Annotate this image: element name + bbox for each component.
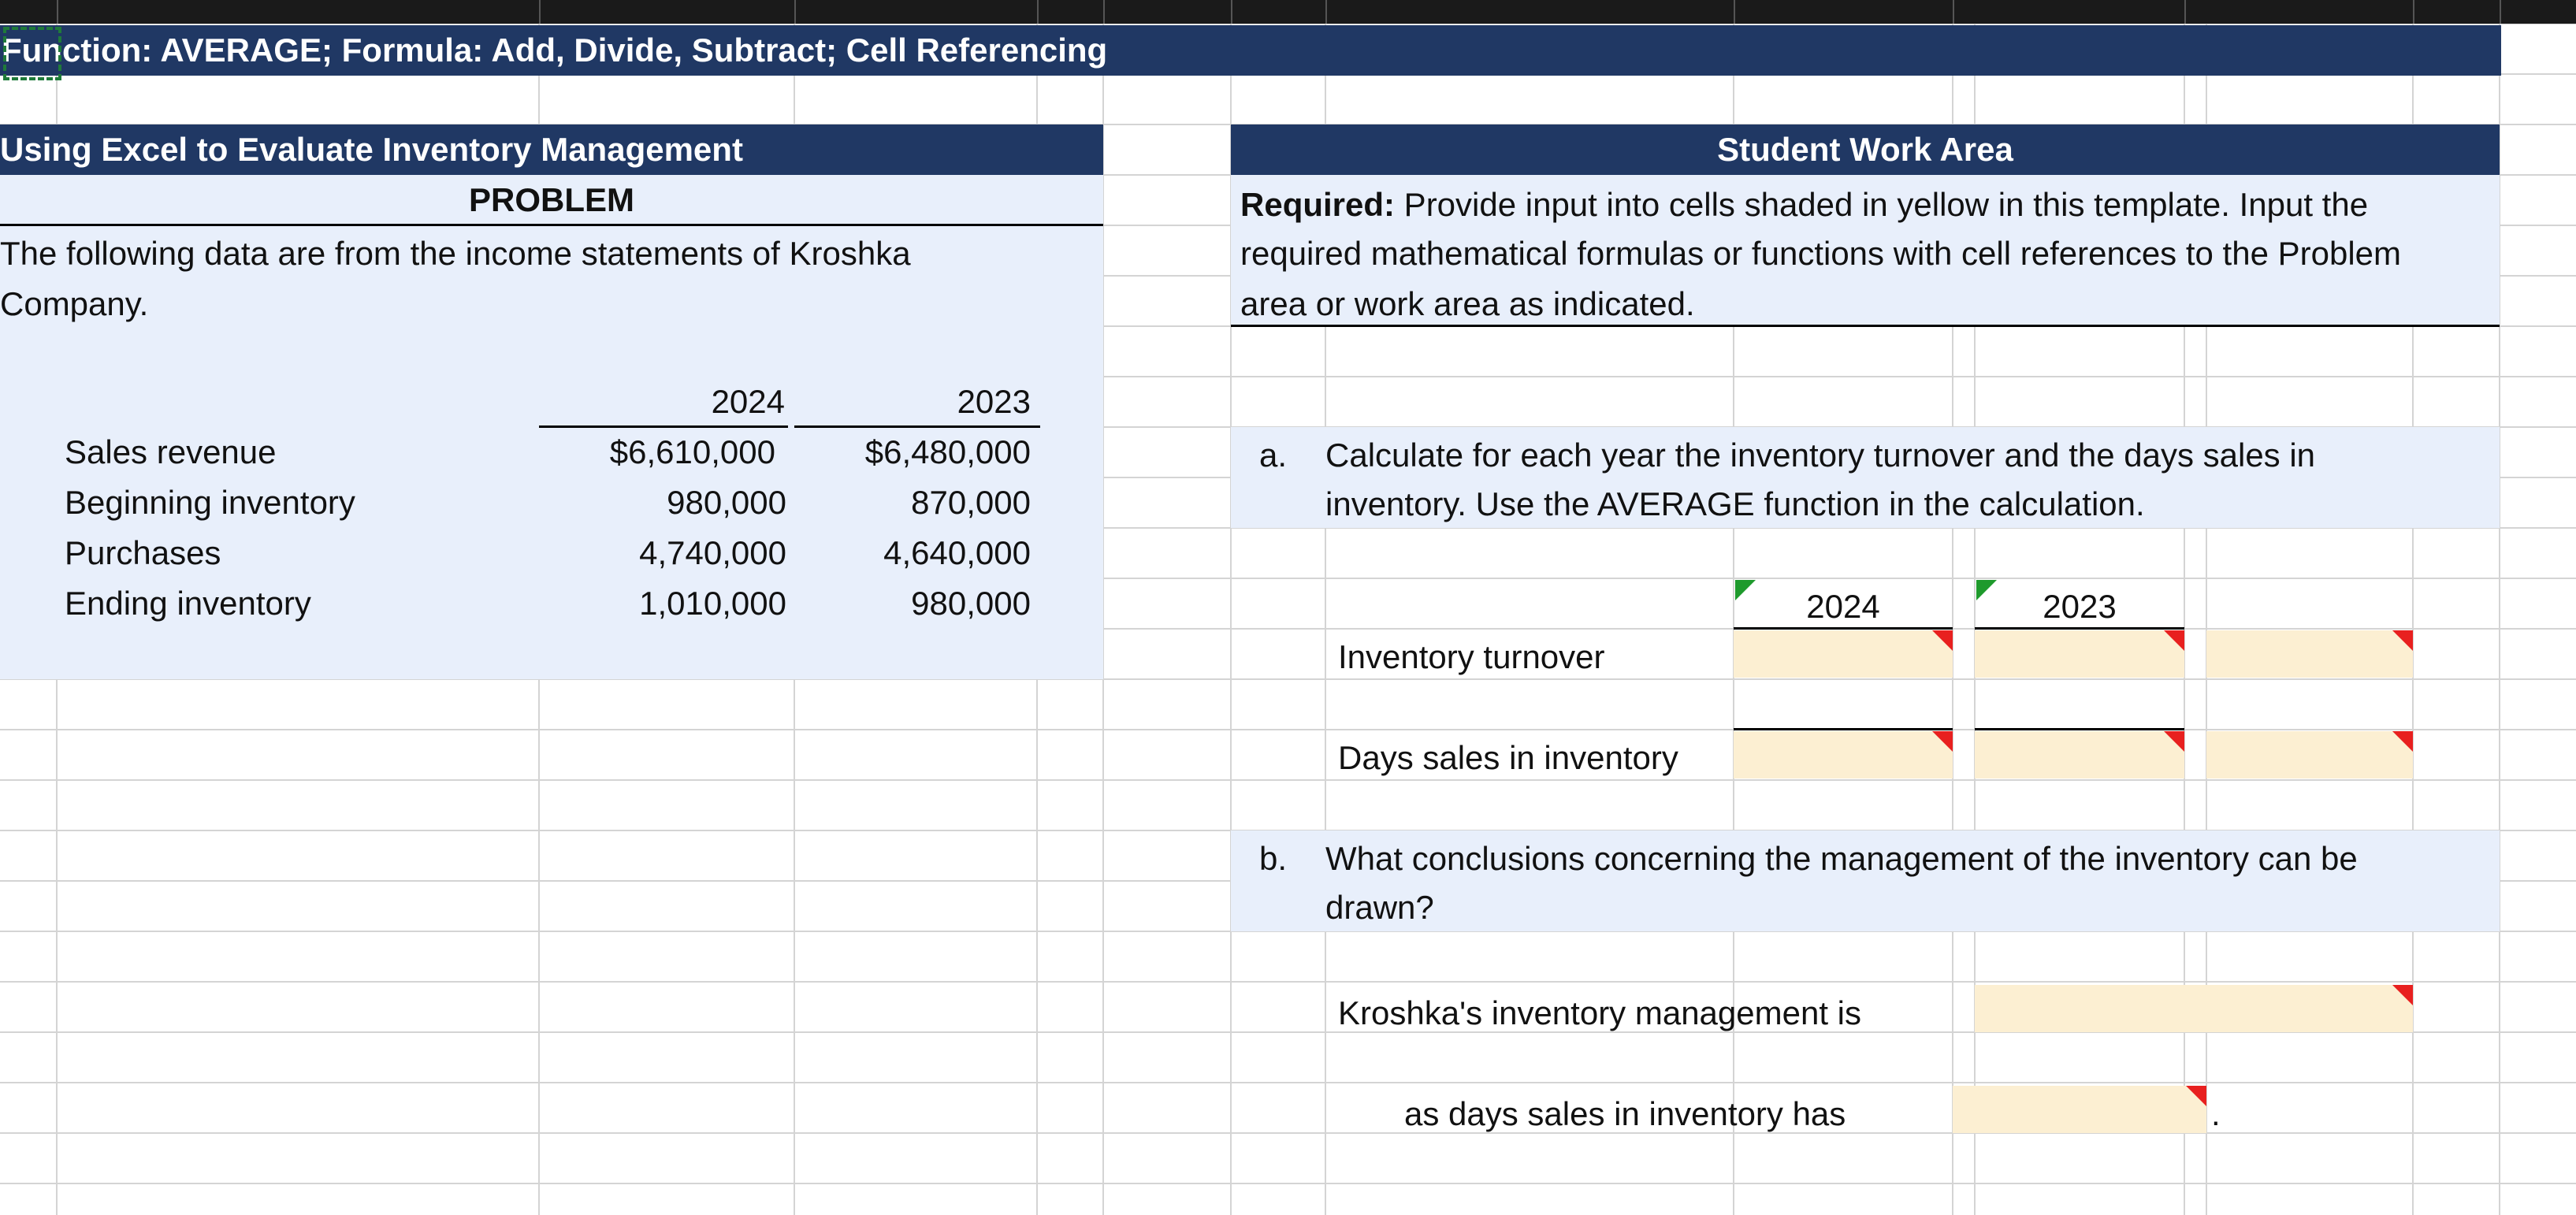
comment-indicator[interactable] [2164,630,2184,651]
sentence-period: . [2211,1095,2221,1132]
row-value-2024: 980,000 [667,484,786,521]
part-b-line1: What conclusions concerning the management of the inventory can be [1325,840,2358,877]
error-indicator[interactable] [1735,580,1756,600]
turnover-extra-input[interactable] [2206,630,2413,678]
days-has-label: as days sales in inventory has [1404,1095,1846,1132]
selected-cell-indicator [3,27,61,80]
days-2024-input[interactable] [1734,731,1953,778]
work-year-2024: 2024 [1806,588,1880,625]
part-b-line2: drawn? [1325,889,1434,926]
required-rule [1231,325,2500,327]
problem-header: Using Excel to Evaluate Inventory Management [0,131,743,168]
column-header-strip[interactable] [0,0,2576,24]
problem-subheader: PROBLEM [469,181,634,218]
required-line2: required mathematical formulas or functions with cell references to the Problem [1240,235,2401,272]
work-year-underline-2023 [1975,627,2184,630]
row-label: Ending inventory [65,585,311,622]
problem-year-2024: 2024 [711,383,785,420]
row-value-2024: $6,610,000 [609,433,775,470]
days-label: Days sales in inventory [1338,739,1678,776]
work-header-band [1231,124,2500,175]
row-value-2023: 870,000 [911,484,1031,521]
row-value-2023: 4,640,000 [883,534,1031,571]
conclusion-input[interactable] [1975,985,2413,1032]
problem-subheader-rule [0,224,1103,226]
row-label: Beginning inventory [65,484,355,521]
comment-indicator[interactable] [2392,985,2413,1005]
days-extra-input[interactable] [2206,731,2413,778]
row-label: Sales revenue [65,433,277,470]
comment-indicator[interactable] [2186,1086,2206,1106]
required-bold: Required: [1240,186,1396,223]
problem-intro-line2: Company. [0,285,149,322]
required-text: Provide input into cells shaded in yellow in this template. Input the [1395,186,2369,223]
work-header: Student Work Area [1717,131,2013,168]
comment-indicator[interactable] [1932,630,1953,651]
part-a-line2: inventory. Use the AVERAGE function in the calculation. [1325,485,2145,522]
days-rule-2023 [1975,728,2184,730]
row-value-2023: $6,480,000 [864,433,1031,470]
row-value-2024: 4,740,000 [639,534,786,571]
title-band[interactable] [0,25,2501,76]
comment-indicator[interactable] [2392,630,2413,651]
work-year-2023: 2023 [2043,588,2117,625]
turnover-label: Inventory turnover [1338,638,1605,675]
problem-header-band [0,124,1103,175]
row-value-2024: 1,010,000 [639,585,786,622]
part-a-marker: a. [1259,437,1288,474]
conclusion-label: Kroshka's inventory management is [1338,994,1862,1031]
comment-indicator[interactable] [2392,731,2413,752]
days-2023-input[interactable] [1975,731,2184,778]
part-a-line1: Calculate for each year the inventory turnover and the days sales in [1325,437,2316,474]
title-text: Function: AVERAGE; Formula: Add, Divide, Subtract; Cell Referencing [2,32,1108,69]
turnover-2024-input[interactable] [1734,630,1953,678]
row-label: Purchases [65,534,221,571]
days-has-input[interactable] [1953,1086,2206,1133]
problem-intro-line1: The following data are from the income statements of Kroshka [0,235,911,272]
comment-indicator[interactable] [2164,731,2184,752]
row-value-2023: 980,000 [911,585,1031,622]
comment-indicator[interactable] [1932,731,1953,752]
required-line1 [1240,180,2368,230]
turnover-2023-input[interactable] [1975,630,2184,678]
part-b-marker: b. [1259,840,1288,877]
work-year-underline-2024 [1734,627,1953,630]
required-line3: area or work area as indicated. [1240,285,1695,322]
days-rule-2024 [1734,728,1953,730]
error-indicator[interactable] [1976,580,1997,600]
problem-year-2023: 2023 [957,383,1031,420]
